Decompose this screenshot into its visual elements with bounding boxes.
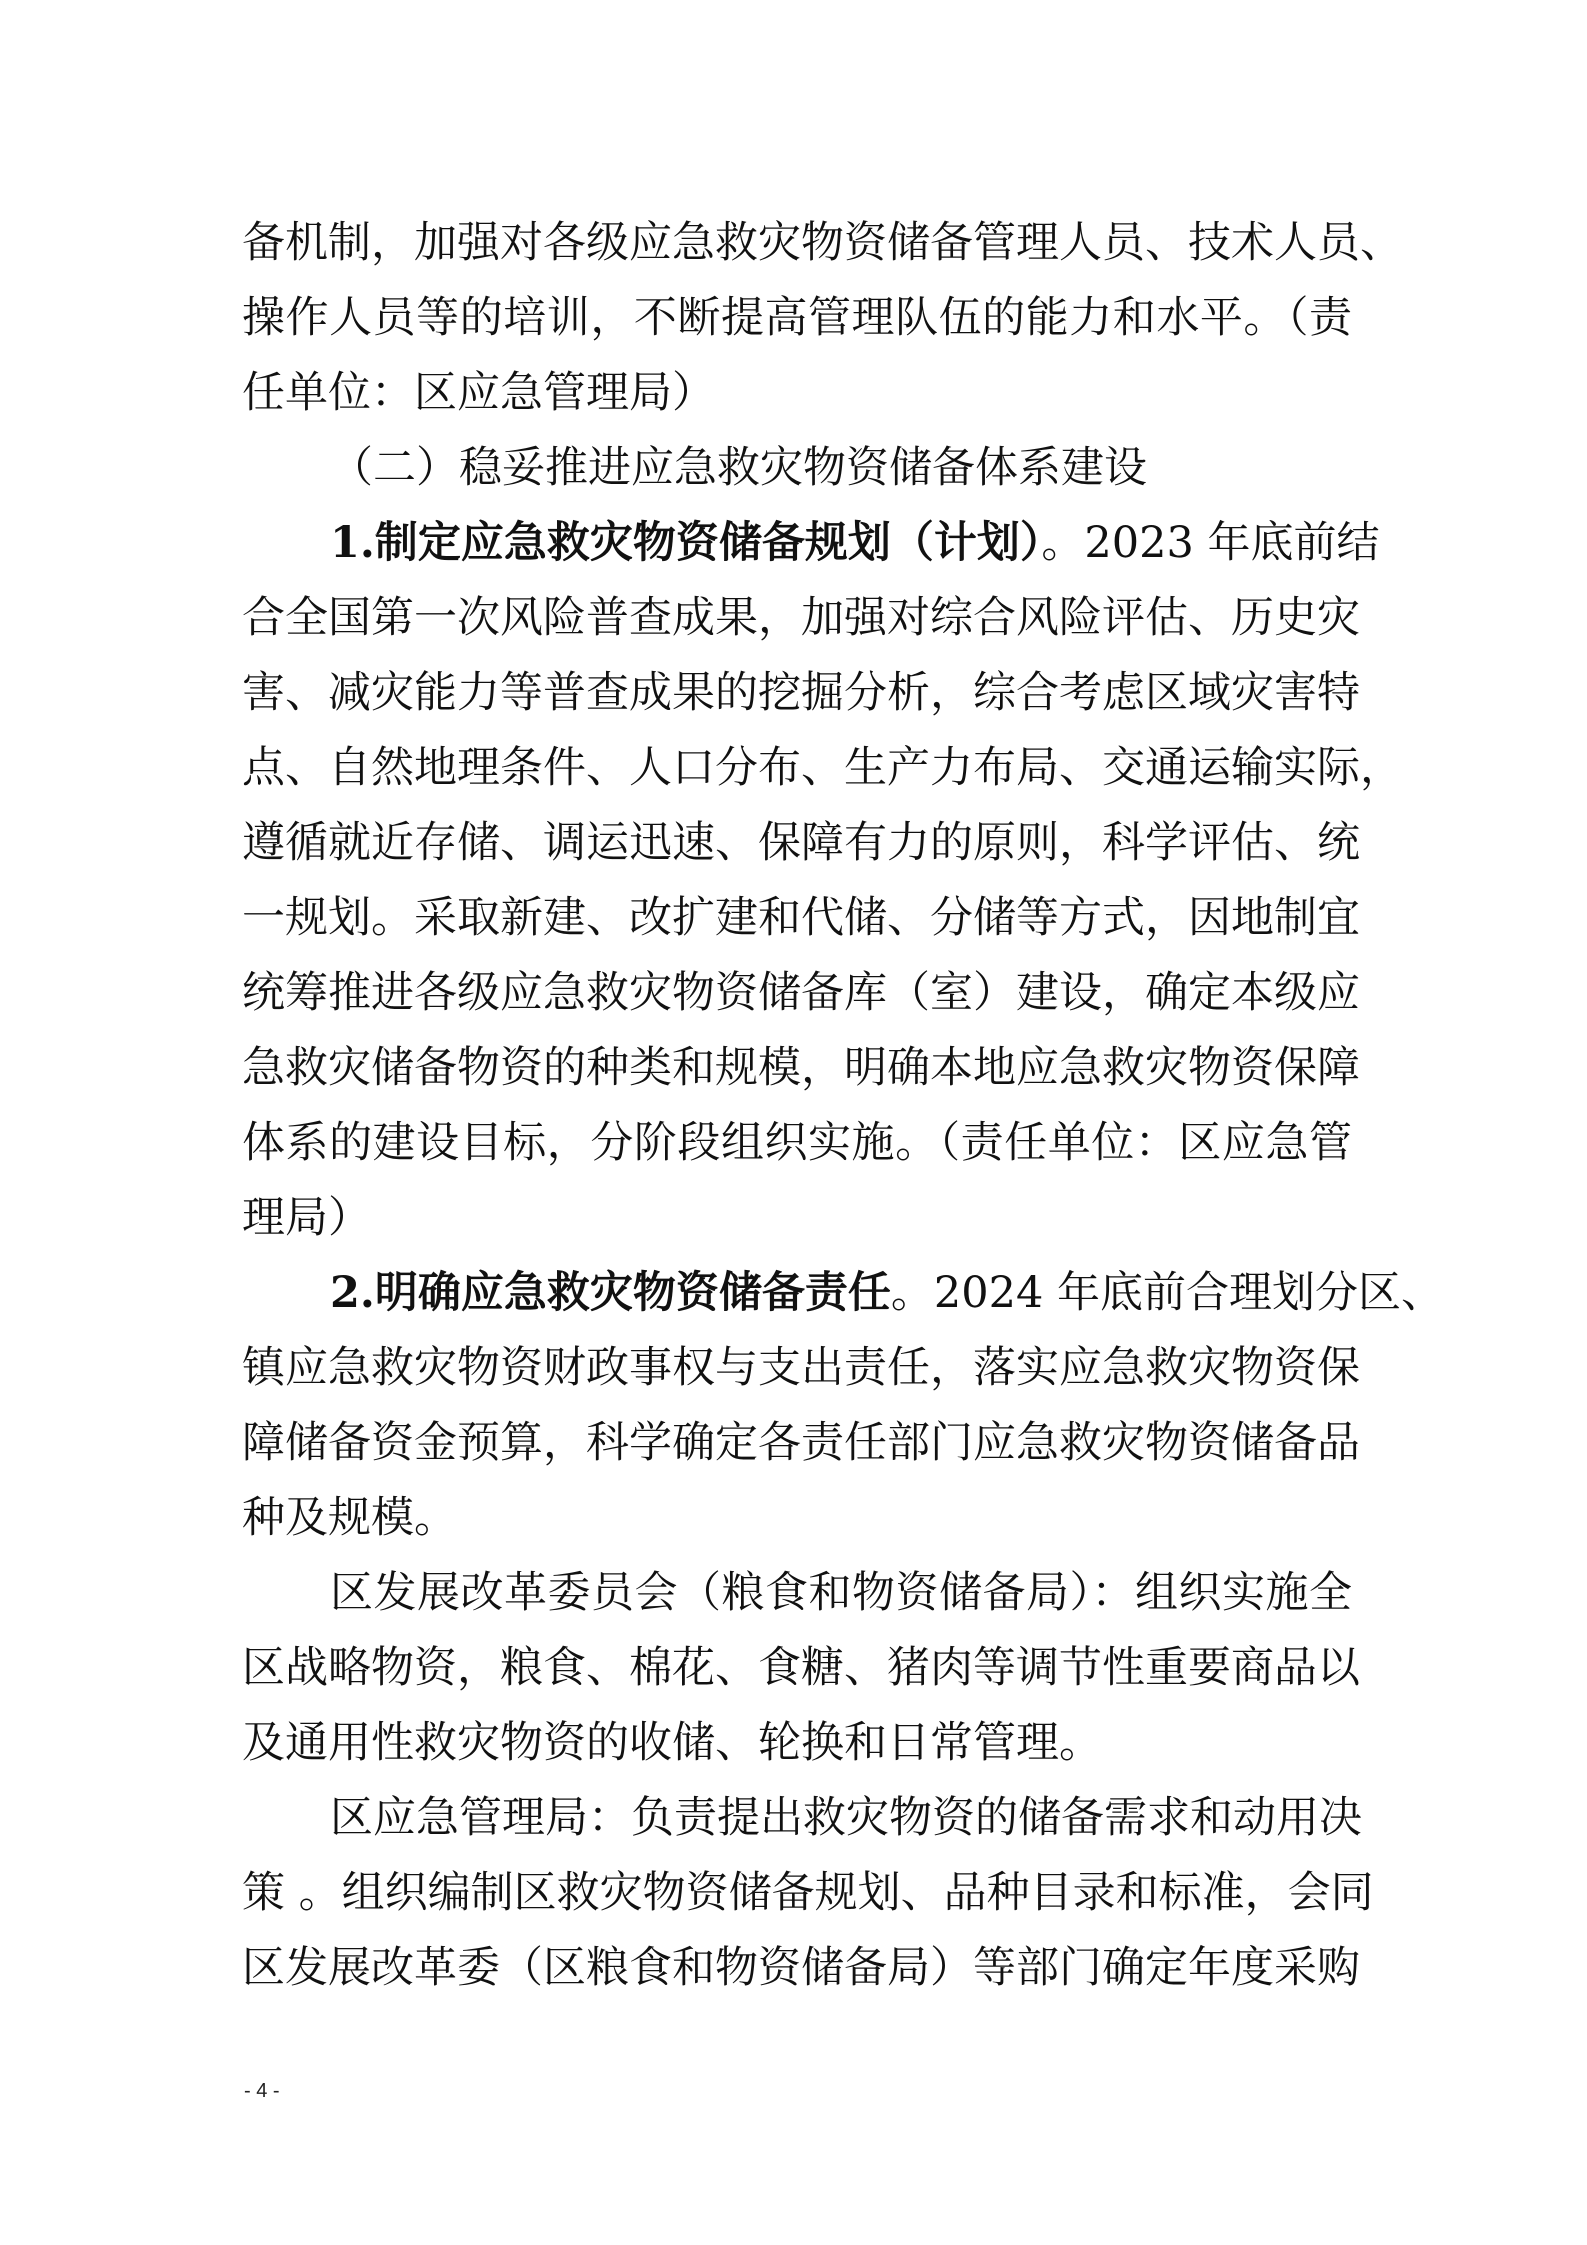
text-line: 策 。组织编制区救灾物资储备规划、品种目录和标准，会同 [242,1868,1374,1918]
text-line: 备机制，加强对各级应急救灾物资储备管理人员、技术人员、 [242,218,1403,268]
text-line: 种及规模。 [242,1493,457,1543]
text-line: 点、自然地理条件、人口分布、生产力布局、交通运输实际， [242,743,1403,793]
document-body [242,206,1444,2006]
item-1-first-line [242,506,1380,581]
text-span: 。2024 年底前合理划分区、 [890,1268,1444,1318]
text-line: 急救灾储备物资的种类和规模，明确本地应急救灾物资保障 [242,1043,1360,1093]
item-2-title: 2.明确应急救灾物资储备责任 [330,1268,891,1318]
section-heading: （二）稳妥推进应急救灾物资储备体系建设 [330,443,1147,493]
text-line: 任单位：区应急管理局） [242,368,715,418]
text-line: 区应急管理局：负责提出救灾物资的储备需求和动用决 [330,1793,1362,1843]
text-line: 遵循就近存储、调运迅速、保障有力的原则，科学评估、统 [242,818,1360,868]
item-2-first-line [242,1256,1444,1331]
text-line: 统筹推进各级应急救灾物资储备库（室）建设，确定本级应 [242,968,1360,1018]
text-line: 合全国第一次风险普查成果，加强对综合风险评估、历史灾 [242,593,1360,643]
text-line: 理局） [242,1193,371,1243]
text-line: 区战略物资，粮食、棉花、食糖、猪肉等调节性重要商品以 [242,1643,1360,1693]
text-span: 。2023 年底前结 [1041,518,1380,568]
text-line: 区发展改革委员会（粮食和物资储备局）：组织实施全 [330,1568,1352,1618]
text-line: 区发展改革委（区粮食和物资储备局）等部门确定年度采购 [242,1943,1360,1993]
text-line: 害、减灾能力等普查成果的挖掘分析，综合考虑区域灾害特 [242,668,1360,718]
text-line: 一规划。采取新建、改扩建和代储、分储等方式，因地制宜 [242,893,1360,943]
text-line: 体系的建设目标，分阶段组织实施。（责任单位：区应急管 [242,1118,1352,1168]
text-line: 障储备资金预算，科学确定各责任部门应急救灾物资储备品 [242,1418,1360,1468]
text-line: 操作人员等的培训，不断提高管理队伍的能力和水平。（责 [242,293,1352,343]
text-line: 及通用性救灾物资的收储、轮换和日常管理。 [242,1718,1102,1768]
page-number: - 4 - [244,2080,280,2102]
item-1-title: 1.制定应急救灾物资储备规划（计划） [330,518,1042,568]
text-line: 镇应急救灾物资财政事权与支出责任，落实应急救灾物资保 [242,1343,1360,1393]
